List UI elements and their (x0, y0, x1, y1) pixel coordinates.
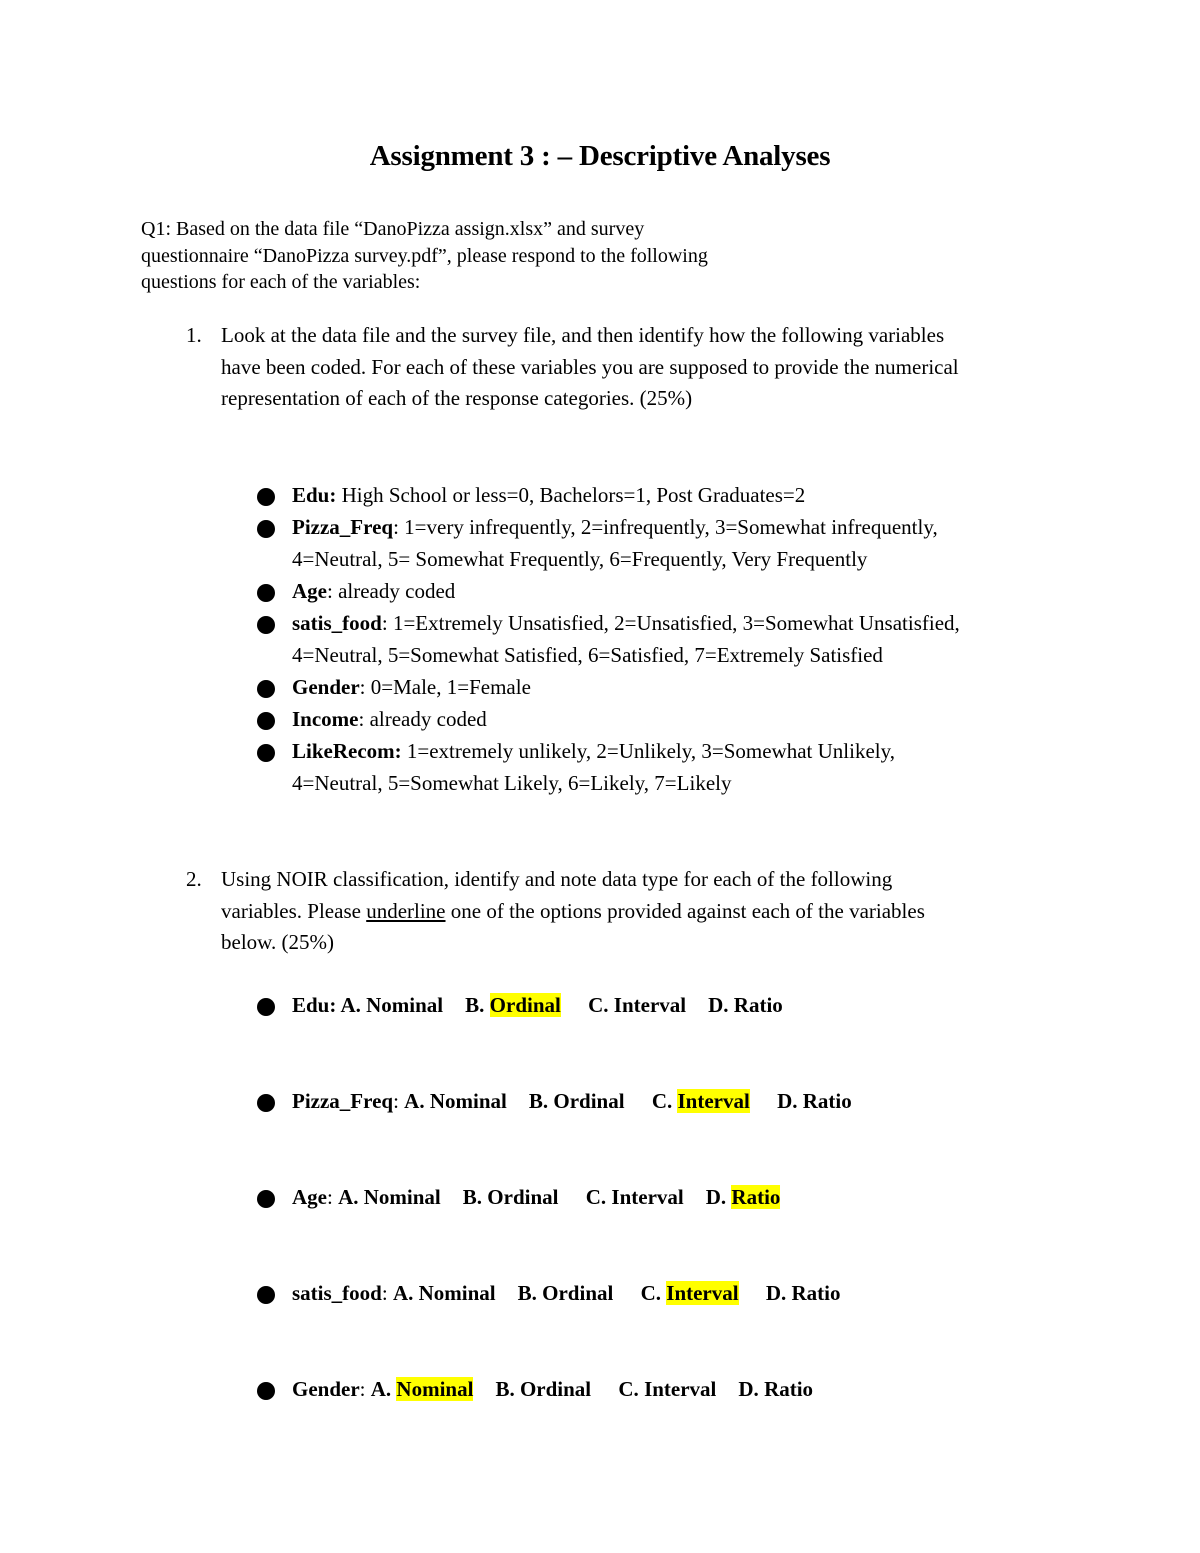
option-c[interactable] (586, 1185, 684, 1209)
coding-text: 4=Neutral, 5=Somewhat Satisfied, 6=Satisfied, 7=Extremely Satisfied (292, 643, 883, 667)
option-b[interactable] (518, 1281, 614, 1305)
q1-line: Q1: Based on the data file “DanoPizza assign.xlsx” and survey (141, 218, 645, 240)
selected-option: Ratio (731, 1185, 781, 1209)
variable-name: Edu (292, 993, 330, 1017)
coding-text: 4=Neutral, 5= Somewhat Frequently, 6=Frequently, Very Frequently (292, 547, 868, 571)
option-b[interactable] (463, 1185, 559, 1209)
variable-name: Pizza_Freq (292, 1089, 394, 1113)
bullet-icon (257, 744, 275, 762)
separator: : (381, 1281, 393, 1305)
separator: : (327, 1185, 339, 1209)
bullet-icon (257, 712, 275, 730)
page-title: Assignment 3 : – Descriptive Analyses (369, 140, 831, 172)
text-run: one of the options provided against each of the variables (445, 898, 925, 923)
bullet-icon (257, 520, 275, 538)
separator: : (329, 993, 341, 1017)
variable-name: Age (292, 1185, 327, 1209)
item-2-text (221, 864, 925, 959)
option-c[interactable] (652, 1089, 750, 1113)
option-d[interactable] (777, 1089, 852, 1113)
variable-name: Income (292, 707, 359, 731)
option-letter: B. (465, 993, 490, 1017)
coding-list (256, 479, 960, 799)
option-text: Ordinal (542, 1281, 614, 1305)
option-text: Interval (644, 1377, 717, 1401)
q1-line: questionnaire “DanoPizza survey.pdf”, please respond to the following (141, 244, 708, 267)
variable-name: Edu: (292, 483, 337, 507)
bullet-icon (257, 1286, 275, 1304)
option-letter: C. (588, 993, 614, 1017)
option-b[interactable] (465, 993, 561, 1017)
option-b[interactable] (529, 1089, 625, 1113)
bullet-icon (257, 1190, 275, 1208)
bullet-icon (257, 1094, 275, 1112)
selected-option: Interval (666, 1281, 739, 1305)
option-letter: C. (651, 1089, 678, 1113)
item-1-line: have been coded. For each of these variables you are supposed to provide the numerical (221, 354, 959, 379)
coding-gender (256, 671, 960, 703)
coding-continuation (256, 639, 960, 671)
coding-likerecom (256, 735, 960, 767)
variable-name: LikeRecom: (292, 739, 402, 763)
option-letter: D. (777, 1089, 803, 1113)
option-a[interactable]: A. Nominal (404, 1089, 507, 1113)
option-text: Interval (611, 1185, 684, 1209)
bullet-icon (257, 998, 275, 1016)
noir-list (256, 989, 874, 1469)
coding-text: : 1=very infrequently, 2=infrequently, 3=Somewhat infrequently, (393, 515, 938, 539)
selected-option: Ordinal (489, 993, 561, 1017)
q1-intro (141, 216, 841, 296)
item-1-line: representation of each of the response categories. (25%) (221, 386, 693, 410)
bullet-icon (257, 1382, 275, 1400)
option-text: Ratio (791, 1281, 841, 1305)
option-letter: A. (370, 1377, 397, 1401)
coding-continuation (256, 543, 960, 575)
bullet-icon (257, 488, 275, 506)
noir-row-pizza-freq (256, 1085, 874, 1181)
separator: : (359, 1377, 371, 1401)
bullet-icon (257, 680, 275, 698)
option-letter: B. (462, 1185, 488, 1209)
coding-text: High School or less=0, Bachelors=1, Post Graduates=2 (336, 483, 806, 507)
option-letter: B. (528, 1089, 554, 1113)
bullet-icon (257, 584, 275, 602)
option-d[interactable] (706, 1185, 781, 1209)
item-1-line: Look at the data file and the survey file, and then identify how the following variables (221, 323, 945, 347)
option-letter: D. (708, 993, 734, 1017)
selected-option: Interval (677, 1089, 750, 1113)
coding-pizza-freq (256, 511, 960, 543)
variable-name: Pizza_Freq (292, 515, 394, 539)
noir-row-gender (256, 1373, 874, 1469)
option-letter: C. (618, 1377, 645, 1401)
option-letter: D. (765, 1281, 792, 1305)
item-1-text (221, 320, 959, 415)
option-text: Ordinal (553, 1089, 625, 1113)
option-letter: B. (495, 1377, 520, 1401)
coding-text: : 0=Male, 1=Female (359, 675, 531, 699)
option-a[interactable] (371, 1377, 474, 1401)
bullet-icon (257, 616, 275, 634)
variable-name: satis_food (292, 1281, 382, 1305)
q1-line: questions for each of the variables: (141, 271, 421, 293)
item-1-number: 1. (186, 323, 202, 347)
noir-row-satis-food (256, 1277, 874, 1373)
text-run: variables. Please (221, 898, 367, 923)
option-a[interactable]: A. Nominal (338, 1185, 441, 1209)
coding-satis-food (256, 607, 960, 639)
variable-name: Gender (292, 675, 360, 699)
option-d[interactable] (708, 993, 783, 1017)
option-letter: C. (585, 1185, 612, 1209)
coding-age (256, 575, 960, 607)
option-text: Interval (613, 993, 687, 1017)
option-text: Ratio (733, 993, 783, 1017)
item-2-line (221, 896, 925, 928)
option-text: Ordinal (487, 1185, 559, 1209)
option-d[interactable] (738, 1377, 813, 1401)
variable-name: satis_food (292, 611, 382, 635)
selected-option: Nominal (396, 1377, 474, 1401)
item-2-line: below. (25%) (221, 930, 334, 954)
underline-word: underline (366, 898, 446, 923)
coding-edu (256, 479, 960, 511)
option-c[interactable] (641, 1281, 739, 1305)
option-text: Ratio (764, 1377, 814, 1401)
item-2-line: Using NOIR classification, identify and note data type for each of the following (221, 867, 893, 891)
coding-text: : already coded (327, 579, 456, 603)
option-letter: D. (738, 1377, 765, 1401)
coding-income (256, 703, 960, 735)
option-a[interactable]: A. Nominal (340, 993, 444, 1017)
variable-name: Gender (292, 1377, 360, 1401)
coding-continuation (256, 767, 960, 799)
separator: : (393, 1089, 405, 1113)
noir-row-age (256, 1181, 874, 1277)
option-text: Ordinal (519, 1377, 592, 1401)
coding-text: 1=extremely unlikely, 2=Unlikely, 3=Somewhat Unlikely, (401, 739, 895, 763)
option-b[interactable] (495, 1377, 591, 1401)
option-letter: B. (517, 1281, 543, 1305)
option-c[interactable] (618, 1377, 716, 1401)
coding-text: : already coded (358, 707, 487, 731)
item-2-number: 2. (186, 867, 202, 891)
option-letter: D. (705, 1185, 732, 1209)
option-letter: C. (640, 1281, 667, 1305)
coding-text: 4=Neutral, 5=Somewhat Likely, 6=Likely, 7=Likely (292, 771, 732, 795)
noir-row-edu (256, 989, 874, 1085)
option-c[interactable] (588, 993, 686, 1017)
variable-name: Age (292, 579, 327, 603)
option-d[interactable] (766, 1281, 841, 1305)
option-a[interactable]: A. Nominal (392, 1281, 496, 1305)
option-text: Ratio (802, 1089, 852, 1113)
coding-text: : 1=Extremely Unsatisfied, 2=Unsatisfied, 3=Somewhat Unsatisfied, (381, 611, 960, 635)
